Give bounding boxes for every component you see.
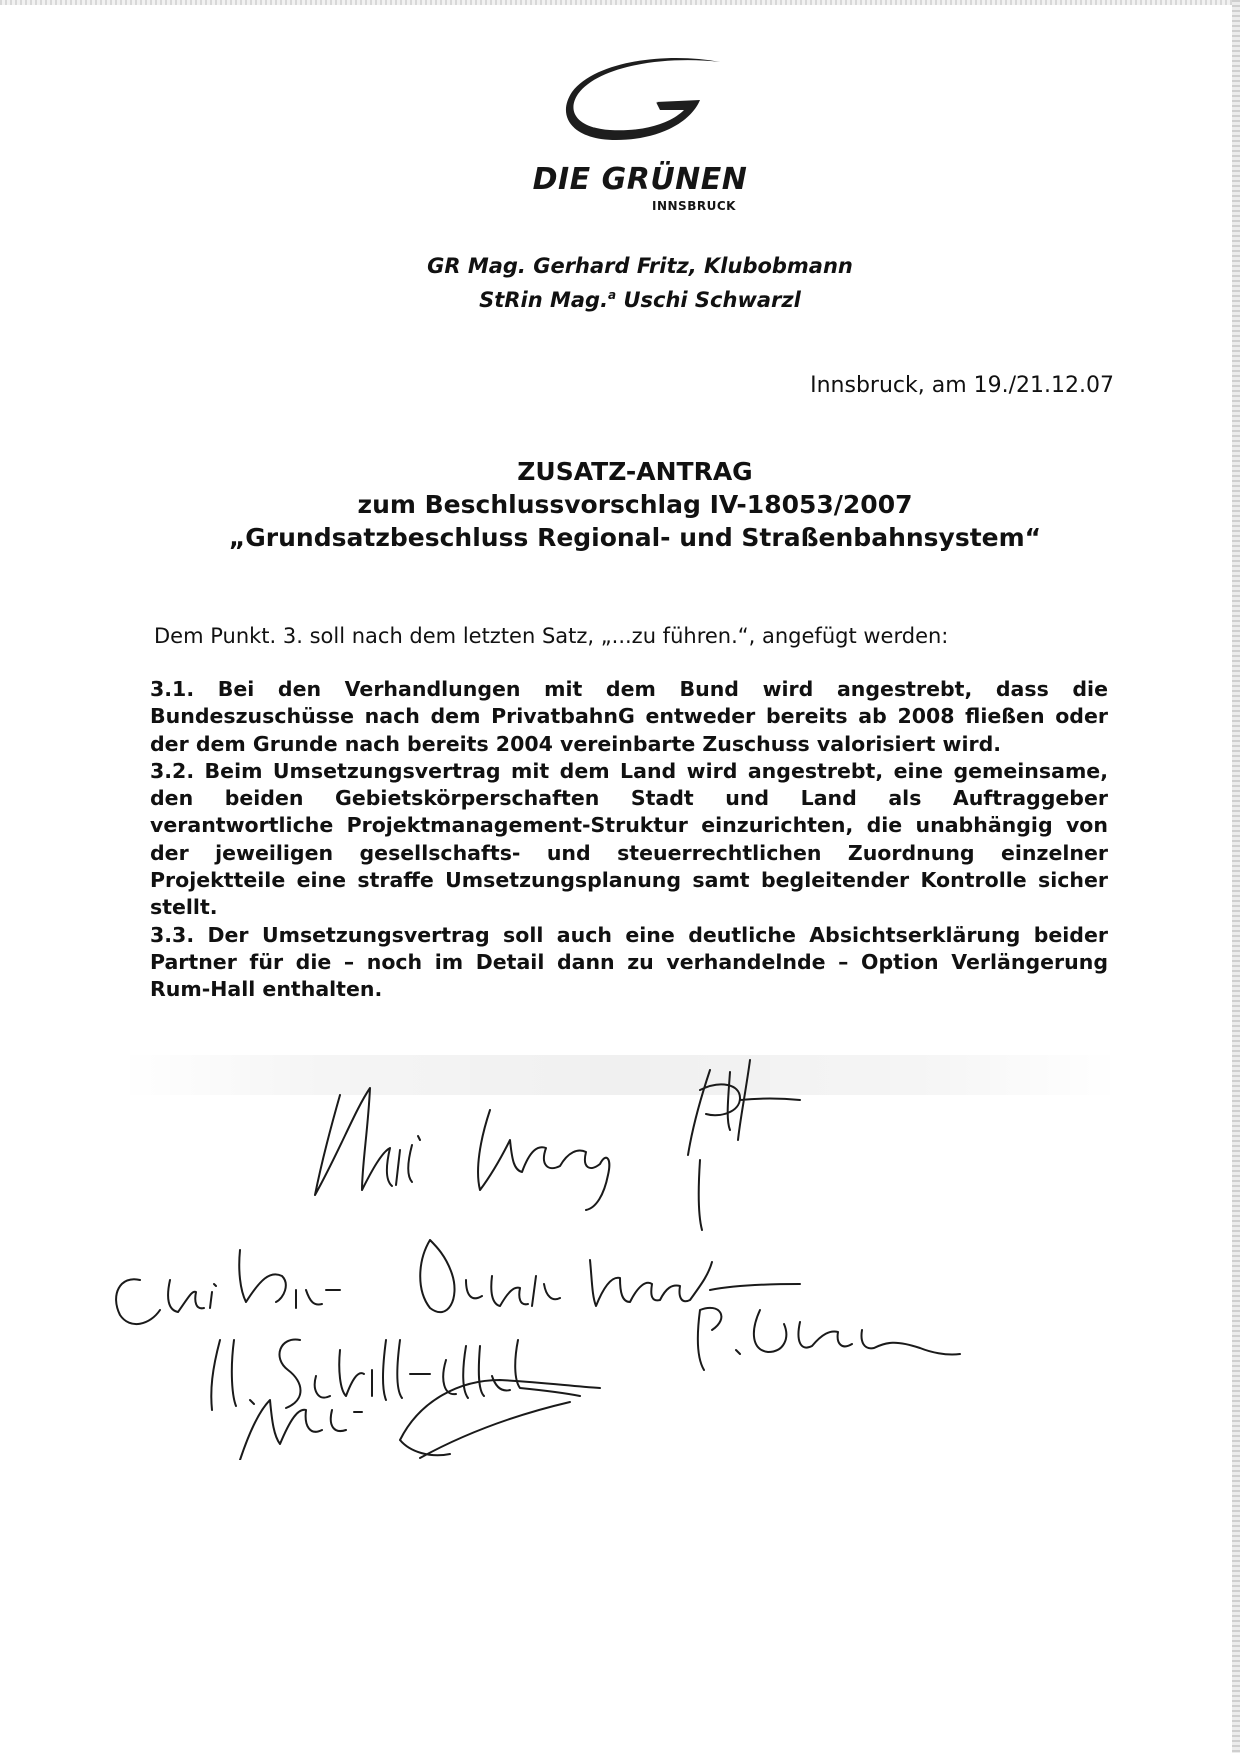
signature-2 <box>478 1110 609 1210</box>
date-line: Innsbruck, am 19./21.12.07 <box>810 373 1114 398</box>
signature-7 <box>211 1340 580 1410</box>
signature-3 <box>688 1060 800 1230</box>
author-line-1: GR Mag. Gerhard Fritz, Klubobmann <box>427 254 853 278</box>
party-logo <box>500 54 780 224</box>
author-line-2 <box>340 281 940 315</box>
scan-edge-top <box>0 0 1240 5</box>
party-name: DIE GRÜNEN <box>532 162 748 197</box>
signature-6 <box>590 1260 800 1306</box>
signature-4 <box>116 1250 340 1324</box>
author-2-prefix: StRin Mag. <box>479 288 609 312</box>
point-3-1: 3.1. Bei den Verhandlungen mit dem Bund wird angestrebt, dass die Bundeszuschüsse nach dem PrivatbahnG entweder bereits ab 2008 fließen oder der dem Grunde nach bereits 2004 vereinbarte Zuschuss valorisiert wird. <box>150 677 1108 756</box>
point-3-2: 3.2. Beim Umsetzungsvertrag mit dem Land wird angestrebt, eine gemeinsame, den beiden Gebietskörperschaften Stadt und Land als Auftraggeber verantwortliche Projektmanagement-Struktur einzurichten, die unabhängig von der jeweiligen gesellschafts- und steuerrechtlichen Zuordnung einzelner Projektteile eine straffe Umsetzungsplanung samt begleitender Kontrolle sicher stellt. <box>150 758 1108 920</box>
signature-9 <box>698 1308 960 1370</box>
intro-text: Dem Punkt. 3. soll nach dem letzten Satz, „...zu führen.“, angefügt werden: <box>154 624 949 648</box>
signatures-area <box>100 1040 1100 1460</box>
title-line-1: ZUSATZ-ANTRAG <box>517 457 753 486</box>
author-2-superscript: a <box>608 288 617 302</box>
title-line-2: zum Beschlussvorschlag IV-18053/2007 <box>357 490 913 519</box>
scan-edge-right <box>1232 0 1240 1753</box>
motion-points <box>150 676 1108 1004</box>
signature-8 <box>240 1380 600 1460</box>
document-title <box>140 455 1130 554</box>
green-swoosh-g-logo-icon <box>560 54 730 154</box>
signature-1 <box>315 1088 420 1195</box>
title-line-3: „Grundsatzbeschluss Regional- und Straßenbahnsystem“ <box>228 523 1042 552</box>
author-2-suffix: Uschi Schwarzl <box>616 288 801 312</box>
party-city: INNSBRUCK <box>652 199 736 213</box>
authors-block <box>340 252 940 315</box>
signature-5 <box>420 1240 560 1312</box>
point-3-3: 3.3. Der Umsetzungsvertrag soll auch eine deutliche Absichtserklärung beider Partner für die – noch im Detail dann zu verhandelnde – Option Verlängerung Rum-Hall enthalten. <box>150 922 1108 1002</box>
